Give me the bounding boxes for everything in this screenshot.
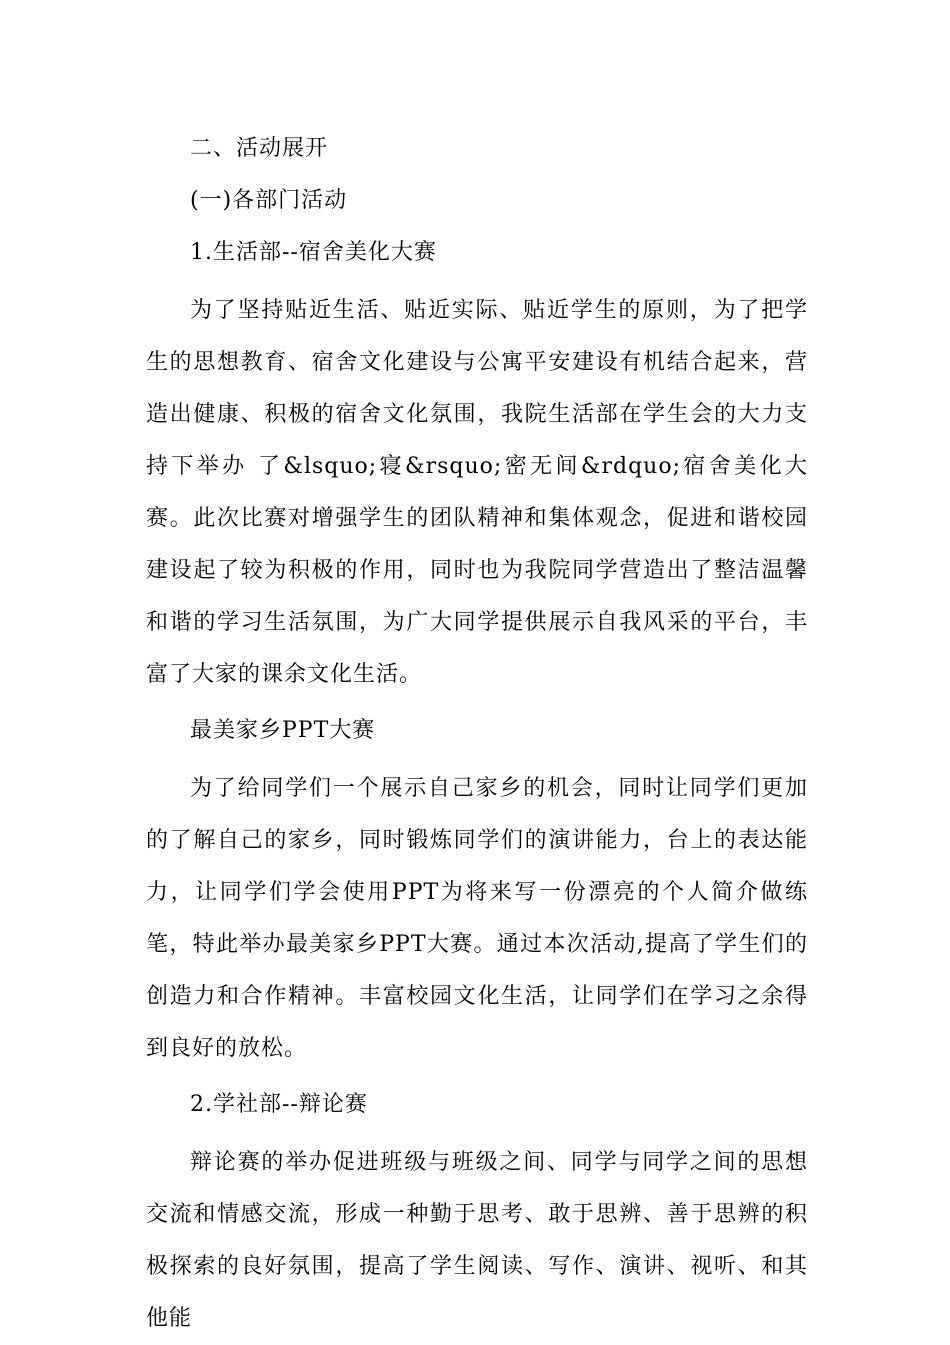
section-title: 二、活动展开: [190, 136, 329, 161]
subsection-title: (一)各部门活动: [190, 188, 348, 213]
item2-paragraph: 辩论赛的举办促进班级与班级之间、同学与同学之间的思想交流和情感交流，形成一种勤于思考、敢于思辨、善于思辨的积极探索的良好氛围，提高了学生阅读、写作、演讲、视听、和其他能: [146, 1150, 808, 1331]
item1-title: 1.生活部--宿舍美化大赛: [190, 240, 437, 265]
item1-paragraph: 为了坚持贴近生活、贴近实际、贴近学生的原则，为了把学生的思想教育、宿舍文化建设与公寓平安建设有机结合起来，营造出健康、积极的宿舍文化氛围，我院生活部在学生会的大力支持下举办 了&lsquo;寝&rsquo;密无间&rdquo;宿舍美化大赛。此次比赛对增强学生的团队精神和集体观念，促进和谐校园建设起了较为积极的作用，同时也为我院同学营造出了整洁温馨和谐的学习生活氛围，为广大同学提供展示自我风采的平台，丰富了大家的课余文化生活。: [146, 298, 808, 687]
ppt-contest-paragraph: 为了给同学们一个展示自己家乡的机会，同时让同学们更加的了解自己的家乡，同时锻炼同学们的演讲能力，台上的表达能力，让同学们学会使用PPT为将来写一份漂亮的个人简介做练笔，特此举办最美家乡PPT大赛。通过本次活动,提高了学生们的创造力和合作精神。丰富校园文化生活，让同学们在学习之余得到良好的放松。: [146, 776, 808, 1061]
document-body: [146, 129, 808, 1345]
ppt-contest-title: 最美家乡PPT大赛: [190, 718, 376, 743]
item2-title: 2.学社部--辩论赛: [190, 1092, 368, 1117]
